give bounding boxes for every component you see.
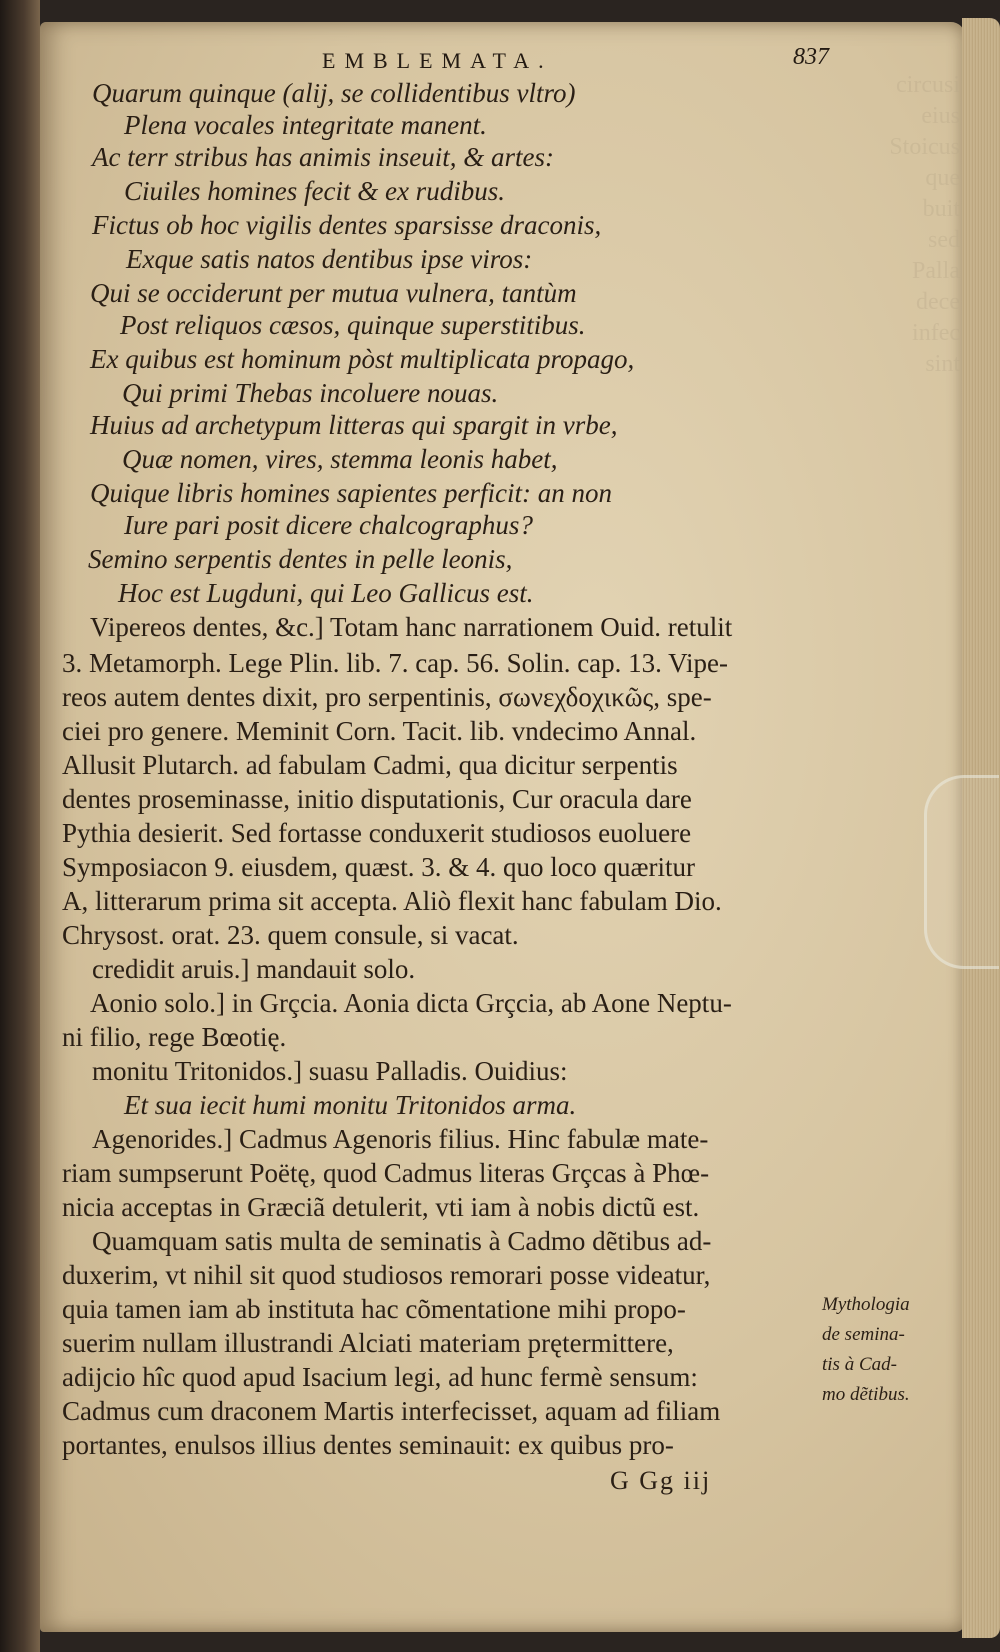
commentary-line: portantes, enulsos illius dentes seminauit: ex quibus pro- <box>62 1430 674 1460</box>
commentary-line: ciei pro genere. Meminit Corn. Tacit. lib. vndecimo Annal. <box>62 716 697 746</box>
verse-line: Quarum quinque (alij, se collidentibus vltro) <box>92 78 576 108</box>
commentary-line: Pythia desierit. Sed fortasse conduxerit studiosos euoluere <box>62 818 692 848</box>
commentary-line: nicia acceptas in Græciã detulerit, vti iam à nobis dictũ est. <box>62 1192 700 1222</box>
verse-line: Quæ nomen, vires, stemma leonis habet, <box>122 444 558 474</box>
bleed-line: Stoicus <box>889 134 960 160</box>
page-number: 837 <box>793 44 829 70</box>
commentary-line: Allusit Plutarch. ad fabulam Cadmi, qua dicitur serpentis <box>62 750 678 780</box>
verse-line: Qui se occiderunt per mutua vulnera, tantùm <box>90 278 577 308</box>
bleed-line: sed <box>928 227 960 253</box>
verse-line: Hoc est Lugduni, qui Leo Gallicus est. <box>118 578 534 608</box>
verse-line: Ex quibus est hominum pòst multiplicata propago, <box>90 344 635 374</box>
commentary-line: dentes proseminasse, initio disputationis, Cur oracula dare <box>62 784 692 814</box>
bleed-line: circusi <box>896 72 960 98</box>
commentary-line: suerim nullam illustrandi Alciati materiam prętermittere, <box>62 1328 674 1358</box>
verse-line: Qui primi Thebas incoluere nouas. <box>122 378 499 408</box>
running-head: EMBLEMATA. <box>322 48 553 73</box>
commentary-line: duxerim, vt nihil sit quod studiosos remorari posse videatur, <box>62 1260 711 1290</box>
verse-line: Exque satis natos dentibus ipse viros: <box>126 244 533 274</box>
marginal-note-line: mo dẽtibus. <box>822 1384 910 1405</box>
commentary-line: Chrysost. orat. 23. quem consule, si vacat. <box>62 920 519 950</box>
signature-mark: G Gg iij <box>610 1466 712 1495</box>
marginal-note <box>822 1290 962 1410</box>
commentary-line: Symposiacon 9. eiusdem, quæst. 3. & 4. quo loco quæritur <box>62 852 695 882</box>
bleed-line: sint <box>925 351 960 377</box>
marginal-note-line: Mythologia <box>822 1294 910 1315</box>
bleed-line: buit <box>922 196 960 222</box>
commentary-line: Vipereos dentes, &c.] Totam hanc narrationem Ouid. retulit <box>90 612 733 642</box>
verse-line: Post reliquos cæsos, quinque superstitibus. <box>120 310 586 340</box>
commentary-line: Et sua iecit humi monitu Tritonidos arma. <box>124 1090 577 1120</box>
commentary-line: riam sumpserunt Poëtę, quod Cadmus literas Grçcas à Phœ- <box>62 1158 710 1188</box>
marginal-note-line: de semina- <box>822 1324 905 1345</box>
verse-line: Ciuiles homines fecit & ex rudibus. <box>124 176 505 206</box>
marginal-note-line: tis à Cad- <box>822 1354 897 1375</box>
verse-line: Semino serpentis dentes in pelle leonis, <box>88 544 513 574</box>
bleed-line: infec <box>912 320 960 346</box>
verse-line: Huius ad archetypum litteras qui spargit in vrbe, <box>90 410 618 440</box>
commentary-line: reos autem dentes dixit, pro serpentinis, σωνεχδοχικῶς, spe- <box>62 682 712 712</box>
commentary-line: Agenorides.] Cadmus Agenoris filius. Hinc fabulæ mate- <box>92 1124 709 1154</box>
commentary-line: ni filio, rege Bœotię. <box>62 1022 287 1052</box>
verse-line: Ac terr stribus has animis inseuit, & artes: <box>92 142 555 172</box>
commentary-line: adijcio hîc quod apud Isacium legi, ad hunc fermè sensum: <box>62 1362 698 1392</box>
commentary-line: quia tamen iam ab instituta hac cõmentatione mihi propo- <box>62 1294 686 1324</box>
commentary-line: Quamquam satis multa de seminatis à Cadmo dẽtibus ad- <box>92 1226 712 1256</box>
verse-line: Iure pari posit dicere chalcographus? <box>124 510 533 540</box>
commentary-line: A, litterarum prima sit accepta. Aliò flexit hanc fabulam Dio. <box>62 886 722 916</box>
verse-line: Quique libris homines sapientes perficit: an non <box>90 478 612 508</box>
bleed-line: dece <box>916 289 960 315</box>
verse-line: Plena vocales integritate manent. <box>124 110 487 140</box>
commentary-line: credidit aruis.] mandauit solo. <box>92 954 416 984</box>
commentary-line: 3. Metamorph. Lege Plin. lib. 7. cap. 56. Solin. cap. 13. Vipe- <box>62 648 729 678</box>
bleed-line: que <box>925 165 960 191</box>
commentary-line: Aonio solo.] in Grçcia. Aonia dicta Grçcia, ab Aone Neptu- <box>90 988 732 1018</box>
bleed-line: Palla <box>912 258 960 284</box>
verse-line: Fictus ob hoc vigilis dentes sparsisse draconis, <box>92 210 602 240</box>
commentary-line: monitu Tritonidos.] suasu Palladis. Ouidius: <box>92 1056 568 1086</box>
commentary-line: Cadmus cum draconem Martis interfecisset, aquam ad filiam <box>62 1396 721 1426</box>
bleed-line: eius <box>921 103 960 129</box>
